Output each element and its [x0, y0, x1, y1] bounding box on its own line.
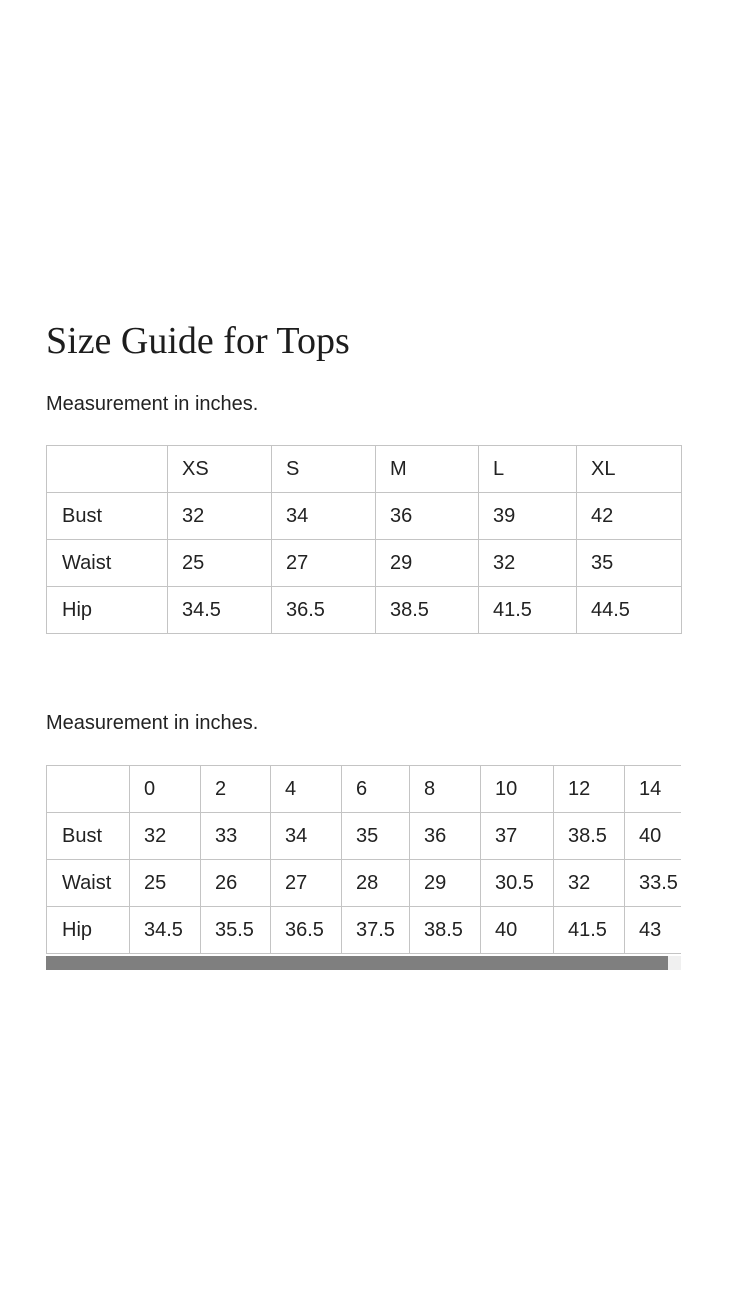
table-cell: 25 [168, 540, 272, 587]
table-cell: 36 [410, 813, 481, 860]
table-row [47, 493, 682, 540]
table-cell: 27 [272, 540, 376, 587]
size-header-cell: XL [577, 446, 682, 493]
table-cell: 43 [625, 907, 682, 954]
table-cell: 36.5 [271, 907, 342, 954]
table-cell: 40 [625, 813, 682, 860]
table-cell: 41.5 [554, 907, 625, 954]
table-cell: 29 [376, 540, 479, 587]
table-cell: 44.5 [577, 587, 682, 634]
horizontal-scrollbar[interactable] [46, 956, 681, 970]
size-header-cell: 0 [130, 766, 201, 813]
size-header-cell: L [479, 446, 577, 493]
table-cell: 25 [130, 860, 201, 907]
table-cell: 32 [479, 540, 577, 587]
numeric-size-table-content [46, 765, 681, 954]
table-header-row [47, 446, 682, 493]
table-row [47, 587, 682, 634]
table-cell: 40 [481, 907, 554, 954]
table-row [47, 860, 682, 907]
table-cell: 38.5 [554, 813, 625, 860]
table-cell: 37.5 [342, 907, 410, 954]
table-cell: 37 [481, 813, 554, 860]
table-cell: 27 [271, 860, 342, 907]
table-cell: 39 [479, 493, 577, 540]
table-cell: 35 [342, 813, 410, 860]
size-header-cell: M [376, 446, 479, 493]
table-cell: 34 [272, 493, 376, 540]
numeric-size-table-scroll-area[interactable] [46, 765, 681, 971]
table-cell: 35.5 [201, 907, 271, 954]
table-corner-cell [47, 766, 130, 813]
table-cell: 33.5 [625, 860, 682, 907]
table-cell: 35 [577, 540, 682, 587]
size-header-cell: 12 [554, 766, 625, 813]
table-cell: 32 [130, 813, 201, 860]
table-corner-cell [47, 446, 168, 493]
size-table-letter-sizes [46, 445, 682, 634]
page-title: Size Guide for Tops [46, 320, 350, 362]
table-cell: 41.5 [479, 587, 577, 634]
table-cell: 33 [201, 813, 271, 860]
row-label-bust: Bust [47, 493, 168, 540]
size-header-cell: 14 [625, 766, 682, 813]
row-label-waist: Waist [47, 860, 130, 907]
table-cell: 42 [577, 493, 682, 540]
table-cell: 34.5 [130, 907, 201, 954]
row-label-waist: Waist [47, 540, 168, 587]
measurement-note: Measurement in inches. [46, 712, 259, 734]
table-row [47, 540, 682, 587]
table-cell: 34.5 [168, 587, 272, 634]
size-header-cell: XS [168, 446, 272, 493]
table-cell: 30.5 [481, 860, 554, 907]
row-label-bust: Bust [47, 813, 130, 860]
table-cell: 29 [410, 860, 481, 907]
table-header-row [47, 766, 682, 813]
table-cell: 26 [201, 860, 271, 907]
table-cell: 38.5 [410, 907, 481, 954]
size-header-cell: 10 [481, 766, 554, 813]
table-cell: 28 [342, 860, 410, 907]
table-row [47, 907, 682, 954]
measurement-note: Measurement in inches. [46, 393, 259, 415]
size-header-cell: S [272, 446, 376, 493]
row-label-hip: Hip [47, 587, 168, 634]
row-label-hip: Hip [47, 907, 130, 954]
size-header-cell: 6 [342, 766, 410, 813]
scrollbar-thumb[interactable] [46, 956, 668, 970]
table-cell: 36.5 [272, 587, 376, 634]
table-cell: 32 [554, 860, 625, 907]
table-cell: 32 [168, 493, 272, 540]
size-header-cell: 8 [410, 766, 481, 813]
size-table-numeric-sizes [46, 765, 681, 954]
size-header-cell: 4 [271, 766, 342, 813]
size-header-cell: 2 [201, 766, 271, 813]
table-cell: 36 [376, 493, 479, 540]
size-table-letter-sizes-container [46, 445, 682, 634]
table-cell: 34 [271, 813, 342, 860]
table-row [47, 813, 682, 860]
table-cell: 38.5 [376, 587, 479, 634]
